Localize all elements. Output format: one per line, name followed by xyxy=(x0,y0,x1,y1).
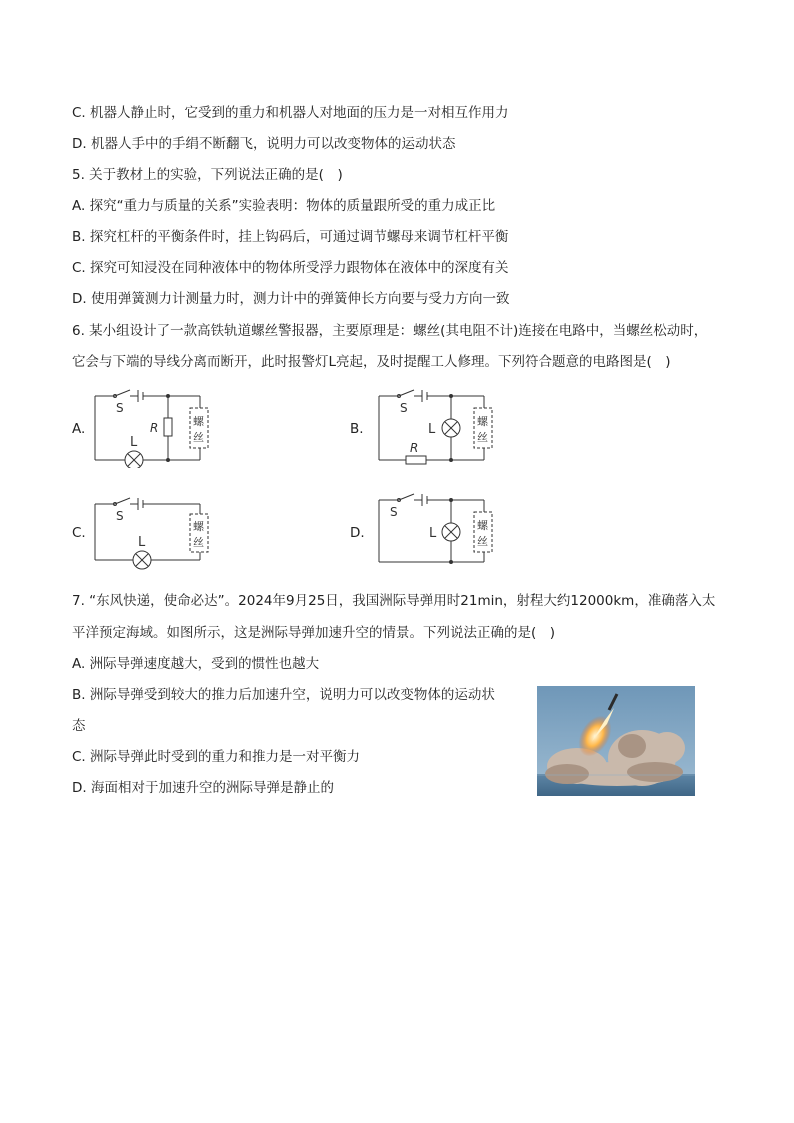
resistor-r xyxy=(406,456,426,464)
circuit-a-option-label: A. xyxy=(72,421,86,437)
screw-label-1: 螺 xyxy=(193,415,204,428)
q5-stem: 5. 关于教材上的实验，下列说法正确的是( ) xyxy=(72,167,343,183)
missile-launch-photo xyxy=(537,686,695,796)
q4-option-d: D. 机器人手中的手绢不断翻飞，说明力可以改变物体的运动状态 xyxy=(72,136,456,152)
switch-s xyxy=(115,498,130,504)
q5-option-c: C. 探究可知浸没在同种液体中的物体所受浮力跟物体在液体中的深度有关 xyxy=(72,260,509,276)
switch-label: S xyxy=(400,401,408,415)
q7-option-b-line2: 态 xyxy=(72,718,86,734)
lamp-label: L xyxy=(130,435,138,450)
circuit-d-option-label: D. xyxy=(350,525,365,541)
screw-label-1: 螺 xyxy=(477,415,488,428)
q5-option-d: D. 使用弹簧测力计测量力时，测力计中的弹簧伸长方向要与受力方向一致 xyxy=(72,291,510,307)
q7-option-d: D. 海面相对于加速升空的洲际导弹是静止的 xyxy=(72,780,334,796)
lamp-label: L xyxy=(429,526,437,541)
q7-option-c: C. 洲际导弹此时受到的重力和推力是一对平衡力 xyxy=(72,749,361,765)
q7-option-a: A. 洲际导弹速度越大，受到的惯性也越大 xyxy=(72,656,320,672)
q6-stem-line2: 它会与下端的导线分离而断开，此时报警灯L亮起，及时提醒工人修理。下列符合题意的电路图是( ) xyxy=(72,354,671,370)
screw-label-2: 丝 xyxy=(477,535,488,548)
screw-label-1: 螺 xyxy=(193,520,204,533)
screw-label-2: 丝 xyxy=(477,431,488,444)
circuit-a-diagram xyxy=(90,388,220,468)
circuit-d-diagram xyxy=(374,490,504,572)
resistor-label: R xyxy=(410,441,419,455)
switch-label: S xyxy=(390,505,398,519)
circuit-b-option-label: B. xyxy=(350,421,364,437)
q5-option-b: B. 探究杠杆的平衡条件时，挂上钩码后，可通过调节螺母来调节杠杆平衡 xyxy=(72,229,509,245)
q7-stem-line1: 7. “东风快递，使命必达”。2024年9月25日，我国洲际导弹用时21min，射程大约12000km，准确落入太 xyxy=(72,593,716,609)
lamp-label: L xyxy=(428,422,436,437)
screw-label-2: 丝 xyxy=(193,536,204,549)
circuit-c-option-label: C. xyxy=(72,525,86,541)
q7-stem-line2: 平洋预定海域。如图所示，这是洲际导弹加速升空的情景。下列说法正确的是( ) xyxy=(72,625,556,641)
switch-label: S xyxy=(116,509,124,523)
switch-s xyxy=(115,390,130,396)
q4-option-c: C. 机器人静止时，它受到的重力和机器人对地面的压力是一对相互作用力 xyxy=(72,105,509,121)
resistor-label: R xyxy=(150,421,159,435)
switch-s xyxy=(399,390,414,396)
circuit-c-diagram xyxy=(90,490,220,572)
screw-label-1: 螺 xyxy=(477,519,488,532)
q7-option-b-line1: B. 洲际导弹受到较大的推力后加速升空，说明力可以改变物体的运动状 xyxy=(72,687,495,703)
circuit-b-diagram xyxy=(374,388,504,468)
screw-label-2: 丝 xyxy=(193,431,204,444)
switch-label: S xyxy=(116,401,124,415)
resistor-r xyxy=(164,418,172,436)
q6-stem-line1: 6. 某小组设计了一款高铁轨道螺丝警报器，主要原理是：螺丝(其电阻不计)连接在电路中，当螺丝松动时， xyxy=(72,323,708,339)
q5-option-a: A. 探究“重力与质量的关系”实验表明：物体的质量跟所受的重力成正比 xyxy=(72,198,496,214)
lamp-label: L xyxy=(138,535,146,550)
switch-s xyxy=(399,494,414,500)
